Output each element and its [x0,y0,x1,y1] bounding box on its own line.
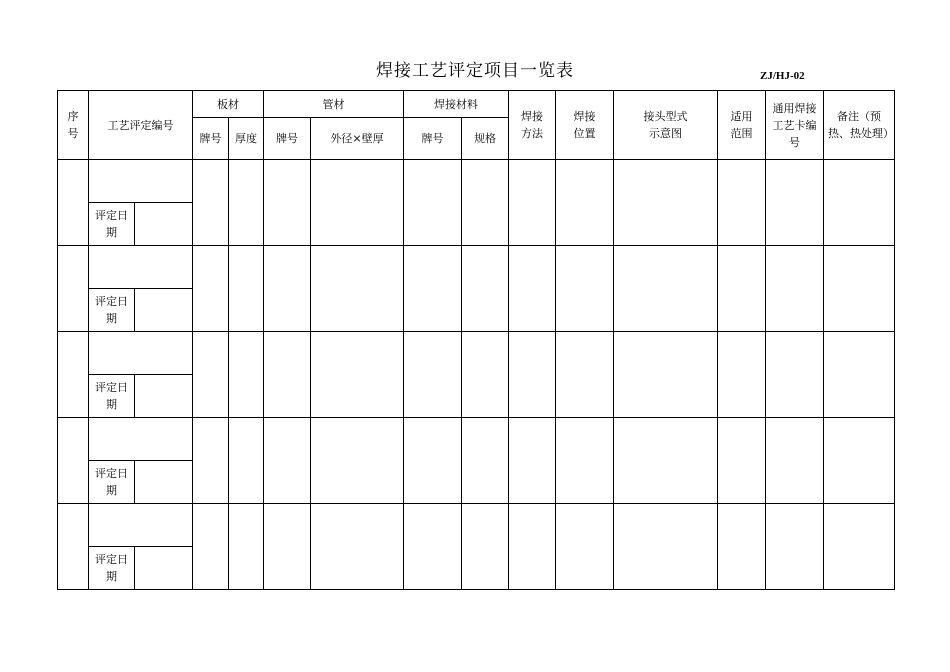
row-data-cell[interactable] [193,504,229,590]
row-seq-cell[interactable] [58,246,89,332]
row-data-cell[interactable] [718,504,766,590]
row-data-cell[interactable] [311,504,404,590]
header-plate-thickness: 厚度 [229,118,264,160]
header-weld-material: 焊接材料 [404,91,509,118]
header-plate: 板材 [193,91,264,118]
table-row [58,504,895,547]
eval-date-label: 评定日期 [89,461,135,504]
eval-date-value-cell[interactable] [135,289,193,332]
row-data-cell[interactable] [229,504,264,590]
header-weld-method: 焊接方法 [509,91,556,160]
row-seq-cell[interactable] [58,332,89,418]
row-data-cell[interactable] [229,160,264,246]
row-data-cell[interactable] [824,504,895,590]
row-data-cell[interactable] [766,504,824,590]
row-data-cell[interactable] [193,246,229,332]
row-data-cell[interactable] [556,160,614,246]
header-remarks: 备注（预热、热处理） [824,91,895,160]
row-data-cell[interactable] [718,246,766,332]
table-row [58,160,895,203]
eval-date-value-cell[interactable] [135,547,193,590]
eval-date-value-cell[interactable] [135,203,193,246]
row-procedure-id-cell[interactable] [89,332,193,375]
row-data-cell[interactable] [193,332,229,418]
header-scope: 适用范围 [718,91,766,160]
row-data-cell[interactable] [193,418,229,504]
row-data-cell[interactable] [766,332,824,418]
row-data-cell[interactable] [766,418,824,504]
row-data-cell[interactable] [766,160,824,246]
row-data-cell[interactable] [556,332,614,418]
weld-procedure-table [57,90,895,590]
eval-date-label: 评定日期 [89,375,135,418]
header-pipe-diameter-wall: 外径×壁厚 [311,118,404,160]
row-data-cell[interactable] [404,160,462,246]
row-seq-cell[interactable] [58,504,89,590]
row-data-cell[interactable] [824,332,895,418]
row-data-cell[interactable] [718,418,766,504]
row-data-cell[interactable] [229,246,264,332]
row-data-cell[interactable] [718,160,766,246]
row-data-cell[interactable] [766,246,824,332]
header-joint-diagram: 接头型式示意图 [614,91,718,160]
row-data-cell[interactable] [229,418,264,504]
row-data-cell[interactable] [824,160,895,246]
document-code: ZJ/HJ-02 [760,70,805,82]
row-data-cell[interactable] [509,246,556,332]
row-data-cell[interactable] [404,504,462,590]
table-row [58,332,895,375]
row-data-cell[interactable] [509,418,556,504]
row-data-cell[interactable] [556,418,614,504]
row-data-cell[interactable] [264,504,311,590]
row-data-cell[interactable] [614,418,718,504]
row-data-cell[interactable] [404,418,462,504]
row-data-cell[interactable] [614,332,718,418]
row-data-cell[interactable] [264,332,311,418]
row-procedure-id-cell[interactable] [89,504,193,547]
row-data-cell[interactable] [556,504,614,590]
row-data-cell[interactable] [824,246,895,332]
header-pipe-grade: 牌号 [264,118,311,160]
row-data-cell[interactable] [404,332,462,418]
header-pipe: 管材 [264,91,404,118]
row-data-cell[interactable] [311,246,404,332]
row-data-cell[interactable] [462,504,509,590]
eval-date-label: 评定日期 [89,547,135,590]
row-data-cell[interactable] [614,246,718,332]
header-procedure-id: 工艺评定编号 [89,91,193,160]
row-procedure-id-cell[interactable] [89,418,193,461]
header-weld-position: 焊接位置 [556,91,614,160]
row-procedure-id-cell[interactable] [89,246,193,289]
row-data-cell[interactable] [193,160,229,246]
row-data-cell[interactable] [311,332,404,418]
header-plate-grade: 牌号 [193,118,229,160]
header-material-grade: 牌号 [404,118,462,160]
row-procedure-id-cell[interactable] [89,160,193,203]
row-data-cell[interactable] [264,418,311,504]
header-general-card: 通用焊接工艺卡编号 [766,91,824,160]
eval-date-label: 评定日期 [89,203,135,246]
page-title: 焊接工艺评定项目一览表 [376,61,574,81]
row-data-cell[interactable] [462,160,509,246]
row-data-cell[interactable] [824,418,895,504]
row-data-cell[interactable] [614,160,718,246]
row-data-cell[interactable] [509,160,556,246]
table-row [58,246,895,289]
row-seq-cell[interactable] [58,160,89,246]
row-data-cell[interactable] [264,160,311,246]
row-data-cell[interactable] [264,246,311,332]
row-data-cell[interactable] [311,160,404,246]
header-material-spec: 规格 [462,118,509,160]
eval-date-value-cell[interactable] [135,375,193,418]
eval-date-value-cell[interactable] [135,461,193,504]
row-data-cell[interactable] [462,332,509,418]
row-data-cell[interactable] [462,246,509,332]
row-data-cell[interactable] [229,332,264,418]
row-data-cell[interactable] [404,246,462,332]
header-seq: 序号 [58,91,89,160]
row-data-cell[interactable] [462,418,509,504]
row-data-cell[interactable] [311,418,404,504]
table-row [58,418,895,461]
row-seq-cell[interactable] [58,418,89,504]
row-data-cell[interactable] [614,504,718,590]
row-data-cell[interactable] [718,332,766,418]
row-data-cell[interactable] [509,332,556,418]
eval-date-label: 评定日期 [89,289,135,332]
row-data-cell[interactable] [556,246,614,332]
row-data-cell[interactable] [509,504,556,590]
